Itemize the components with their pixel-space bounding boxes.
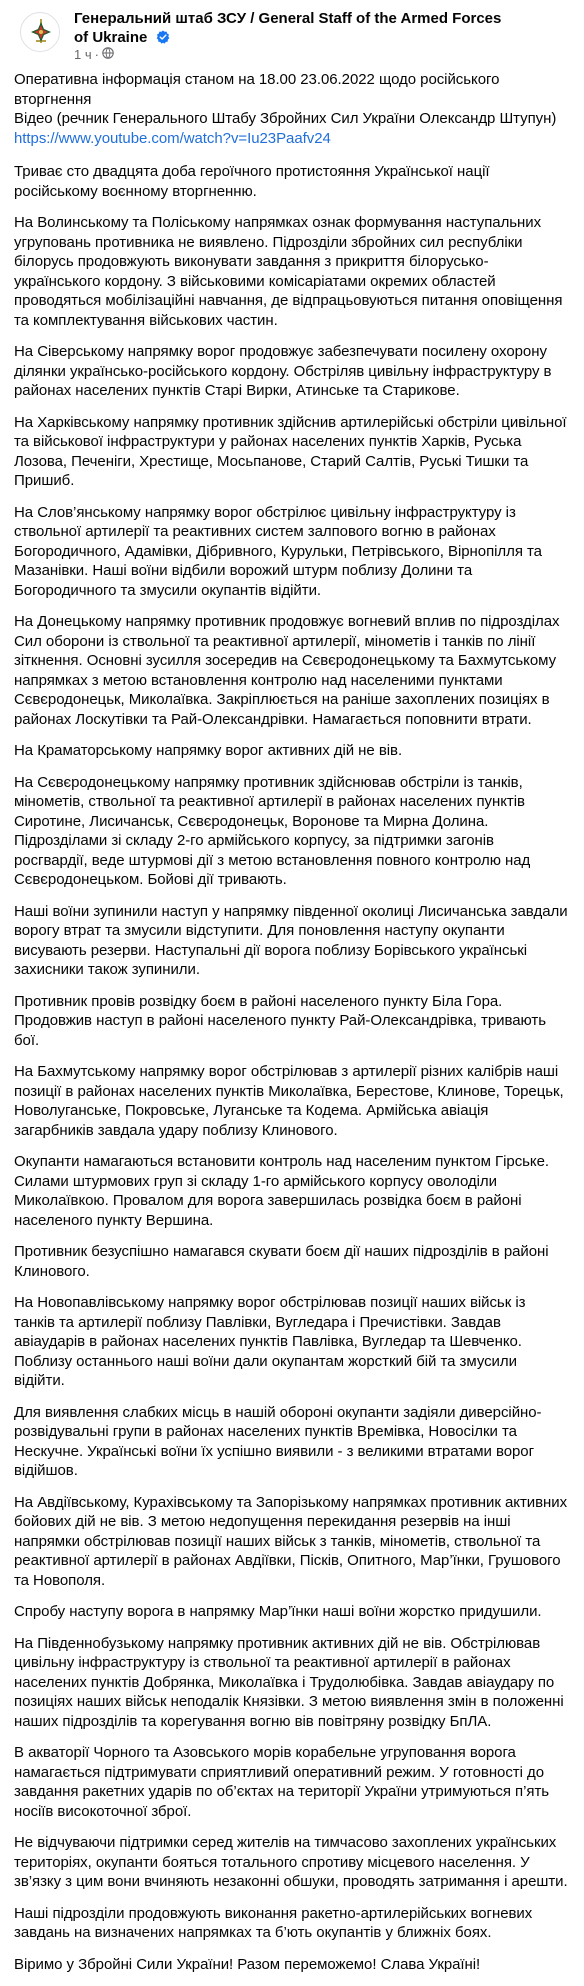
meta-separator: · [94,47,99,62]
post-paragraph: Наші воїни зупинили наступ у напрямку південної околиці Лисичанська завдали ворогу втрат та змусили відступити. Для поновлення наступу окупанти висувають резерви. Наступальні дії ворога поблизу Борівського українські захисники також зупинили. [14,902,568,978]
post-intro-title: Оперативна інформація станом на 18.00 23.06.2022 щодо російського вторгнення [14,71,500,108]
post-paragraph: На Краматорському напрямку ворог активних дій не вів. [14,742,403,759]
post-paragraph: Противник провів розвідку боєм в районі населеного пункту Біла Гора. Продовжив наступ в районі населеного пункту Рай-Олександрівка, тривають бої. [14,992,546,1049]
post-paragraph: На Волинському та Поліському напрямках ознак формування наступальних угруповань противника не виявлено. Підрозділи збройних сил республіки білорусь продовжують виконувати завдання з прикриття білорусько-українського кордону. З військовими комісаріатами окремих областей проводяться мобілізаційні навчання, де відпрацьовуються питання оповіщення та комплектування військових частин. [14,214,563,329]
verified-badge-icon [156,30,170,49]
post-paragraph: В акваторії Чорного та Азовського морів корабельне угруповання ворога намагається підтримувати сприятливий оперативний режим. У готовності до завдання ракетних ударів по об’єктах на території України утримуються п’ять носіїв високоточної зброї. [14,1744,550,1820]
author-name-text[interactable]: Генеральний штаб ЗСУ / General Staff of the Armed Forces of Ukraine [74,10,502,46]
post-paragraph: Окупанти намагаються встановити контроль над населеним пунктом Гірське. Силами штурмових груп зі складу 1-го армійського корпусу оволоділи Миколаївкою. Провалом для ворога завершилась розвідка боєм в районі населеного пункту Вершина. [14,1153,549,1229]
post-body [14,70,570,1986]
post-paragraph: На Харківському напрямку противник здійснив артилерійські обстріли цивільної та військової інфраструктури у районах населених пунктів Харків, Руська Лозова, Печеніги, Хрестище, Мосьпанове, Старий Салтів, Руські Тишки та Пришиб. [14,413,567,489]
post-paragraphs [14,162,570,1974]
post-paragraph: На Слов’янському напрямку ворог обстрілює цивільну інфраструктуру із ствольної артилерії та реактивних систем залпового вогню в районах Богородичного, Адамівки, Дібривного, Курульки, Петрівського, Вірнопілля та Мазанівки. Наші воїни відбили ворожий штурм поблизу Долини та Богородичного та змусили окупантів відійти. [14,503,542,599]
post-paragraph: На Сіверському напрямку ворог продовжує забезпечувати посилену охорону ділянки українсько-російського кордону. Обстріляв цивільну інфраструктуру в районах населених пунктів Старі Вирки, Атинське та Старикове. [14,343,552,399]
author-name[interactable] [74,9,514,49]
globe-icon[interactable] [102,47,114,63]
post-paragraph: Спробу наступу ворога в напрямку Мар’їнки наші воїни жорстко придушили. [14,1603,542,1620]
post-paragraph: Противник безуспішно намагався скувати боєм дії наших підрозділів в районі Клинового. [14,1243,549,1280]
page-avatar[interactable] [20,12,60,52]
post-paragraph: На Донецькому напрямку противник продовжує вогневий вплив по підрозділах Сил оборони із ствольної та реактивної артилерії, мінометів і танків по лінії зіткнення. Основні зусилля зосередив на Сєвєродонецькому та Бахмутському напрямках з метою встановлення контролю над населеними пунктами Сєвєродонецьк, Миколаївка. Закріплюється на раніше захоплених позиціях в районах Лоскутівки та Рай-Олександрівки. Намагається поповнити втрати. [14,613,560,728]
post-intro-video: Відео (речник Генерального Штабу Збройних Сил України Олександр Штупун) [14,110,557,127]
post-header [14,0,570,66]
post-paragraph: Триває сто двадцята доба героїчного протистояння Української нації російському воєнному вторгненню. [14,163,490,200]
post-paragraph: На Сєвєродонецькому напрямку противник здійснював обстріли із танків, мінометів, ствольної та реактивної артилерії в районах населених пунктів Сиротине, Лисичанськ, Сєвєродонецьк, Воронове та Мирна Долина. Підрозділами зі складу 2-го армійського корпусу, за підтримки загонів росгвардії, веде штурмові дії з метою встановлення повного контролю над Сєвєродонецьком. Бойові дії тривають. [14,773,531,888]
post-meta [74,47,114,63]
general-staff-emblem-icon [21,13,60,52]
youtube-link[interactable]: https://www.youtube.com/watch?v=Iu23Paafv24 [14,129,331,147]
post-paragraph: Наші підрозділи продовжують виконання ракетно-артилерійських вогневих завдань на визначених напрямках та б’ють окупантів у ближніх боях. [14,1904,533,1941]
post-paragraph: На Авдіївському, Курахівському та Запорізькому напрямках противник активних бойових дій не вів. З метою недопущення перекидання резервів на інші напрямки обстрілював позиції наших військ з танків, мінометів, ствольної та реактивної артилерії в районах Авдіївки, Пісків, Опитного, Мар’їнки, Грушового та Новополя. [14,1493,568,1589]
post-timestamp[interactable]: 1 ч [74,47,92,62]
post-intro [14,70,570,148]
post-paragraph: На Бахмутському напрямку ворог обстрілював з артилерії різних калібрів наші позиції в районах населених пунктів Миколаївка, Берестове, Клинове, Торецьк, Новолуганське, Покровське, Луганське та Кодема. Армійська авіація загарбників завдала удару поблизу Клинового. [14,1063,564,1139]
post-paragraph: Для виявлення слабких місць в нашій обороні окупанти задіяли диверсійно-розвідувальні групи в районах населених пунктів Времівка, Новосілки та Нескучне. Українські воїни їх успішно виявили - з великими втратами ворог відійшов. [14,1403,542,1479]
post-paragraph: Не відчуваючи підтримки серед жителів на тимчасово захоплених українських територіях, окупанти бояться тотального спротиву місцевого населення. У зв’язку з цим вони вчиняють незаконні обшуки, проводять затримання і арешти. [14,1834,568,1890]
post-paragraph: На Південнобузькому напрямку противник активних дій не вів. Обстрілював цивільну інфраструктуру із ствольної та реактивної артилерії в районах населених пунктів Добрянка, Миколаївка і Трудолюбівка. Завдав авіаудару по позиціях наших військ неподалік Князівки. З метою виявлення змін в положенні наших підрозділів та корегування вогню вів повітряну розвідку БпЛА. [14,1634,564,1730]
post-paragraph: На Новопавлівському напрямку ворог обстрілював позиції наших військ із танків та артилерії поблизу Павлівки, Вугледара і Пречистівки. Завдав авіаударів в районах населених пунктів Павлівка, Вугледар та Шевченко. Поблизу останнього наші воїни дали окупантам жорсткий бій та змусили відійти. [14,1294,526,1389]
post-paragraph: Віримо у Збройні Сили України! Разом переможемо! Слава Україні! [14,1955,481,1973]
